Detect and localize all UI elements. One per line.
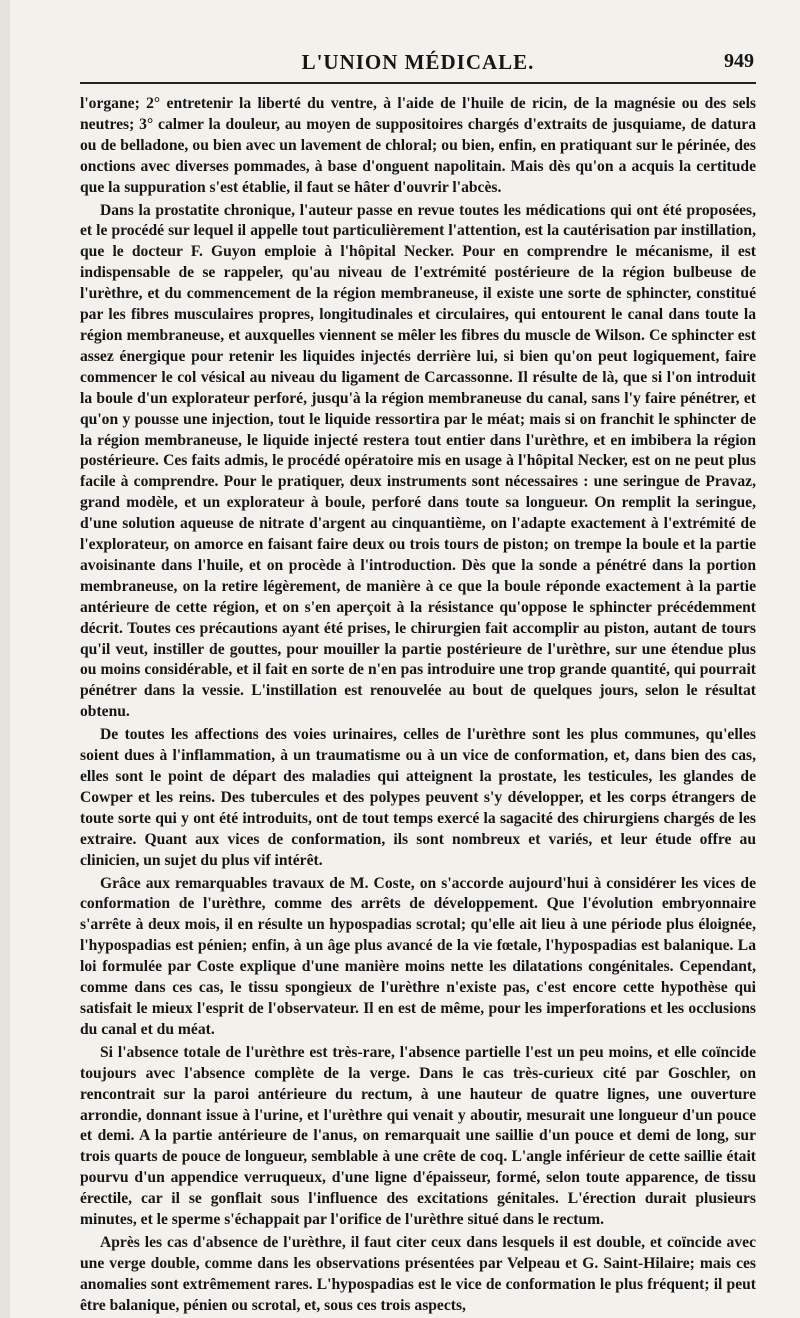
paragraph: Si l'absence totale de l'urèthre est très-rare, l'absence partielle l'est un peu moins, et elle coïncide toujours avec l'absence complète de la verge. Dans le cas très-curieux cité par Goschler, on rencontrait sur la paroi antérieure du rectum, à une hauteur de quatre lignes, une ouverture arrondie, donnant issue à l'urine, et l'urèthre qui venait y aboutir, mesurait une longueur d'un pouce et demi. A la partie antérieure de l'anus, on remarquait une saillie d'un pouce et demi de long, sur trois quarts de pouce de longueur, semblable à une crête de coq. L'angle inférieur de cette saillie était pourvu d'un appendice verruqueux, d'une ligne d'épaisseur, formé, selon toute apparence, de tissu érectile, car il se gonflait sous l'influence des excitations génitales. L'érection durait plusieurs minutes, et le sperme s'échappait par l'orifice de l'urèthre situé dans le rectum. bbox=[80, 1043, 756, 1229]
body-text bbox=[80, 94, 756, 1317]
running-title: L'UNION MÉDICALE. bbox=[301, 50, 535, 74]
paragraph: Après les cas d'absence de l'urèthre, il faut citer ceux dans lesquels il est double, et coïncide avec une verge double, comme dans les observations présentées par Velpeau et G. Saint-Hilaire; mais ces anomalies sont extrêmement rares. L'hypospadias est le vice de conformation le plus fréquent; il peut être balanique, pénien ou scrotal, et, sous ces trois aspects, bbox=[80, 1233, 756, 1314]
paragraph: Grâce aux remarquables travaux de M. Coste, on s'accorde aujourd'hui à considérer les vices de conformation de l'urèthre, comme des arrêts de développement. Que l'évolution embryonnaire s'arrête à deux mois, il en résulte un hypospadias scrotal; qu'elle ait lieu à une période plus éloignée, l'hypospadias est pénien; enfin, à un âge plus avancé de la vie fœtale, l'hypospadias est balanique. La loi formulée par Coste explique d'une manière moins nette les dilatations congénitales. Cependant, comme dans ces cas, le tissu spongieux de l'urèthre n'existe pas, c'est encore cette hypothèse qui satisfait le mieux l'esprit de l'observateur. Il en est de même, pour les imperforations et les occlusions du canal et du méat. bbox=[80, 874, 756, 1038]
paragraph: De toutes les affections des voies urinaires, celles de l'urèthre sont les plus communes, qu'elles soient dues à l'inflammation, à un traumatisme ou à un vice de conformation, et, dans bien des cas, elles sont le point de départ des maladies qui atteignent la prostate, les testicules, les glandes de Cowper et les reins. Des tubercules et des polypes peuvent s'y développer, et les corps étrangers de toute sorte qui y ont été introduits, ont de tout temps exercé la sagacité des chirurgiens chargés de les extraire. Quant aux vices de conformation, ils sont nombreux et variés, et leur étude offre au clinicien, un sujet du plus vif intérêt. bbox=[80, 726, 756, 869]
page-header bbox=[80, 44, 756, 74]
paragraph: l'organe; 2° entretenir la liberté du ventre, à l'aide de l'huile de ricin, de la magnésie ou des sels neutres; 3° calmer la douleur, au moyen de suppositoires chargés d'extraits de jusquiame, de datura ou de belladone, ou bien avec un lavement de chloral; ou bien, enfin, en pratiquant sur le périnée, des onctions avec diverses pommades, à base d'onguent napolitain. Mais dès qu'on a acquis la certitude que la suppuration s'est établie, il faut se hâter d'ouvrir l'abcès. bbox=[80, 95, 756, 196]
page-edge-shadow bbox=[0, 0, 10, 1318]
header-rule bbox=[80, 82, 756, 84]
page-number: 949 bbox=[724, 50, 754, 72]
paragraph: Dans la prostatite chronique, l'auteur passe en revue toutes les médications qui ont été proposées, et le procédé sur lequel il appelle tout particulièrement l'attention, est la cautérisation par instillation, que le docteur F. Guyon emploie à l'hôpital Necker. Pour en comprendre le mécanisme, il est indispensable de se rappeler, qu'au niveau de l'extrémité postérieure de la région bulbeuse de l'urèthre, et du commencement de la région membraneuse, il existe une sorte de sphincter, constitué par les fibres musculaires propres, longitudinales et circulaires, qui entourent le canal dans toute la région membraneuse, et auxquelles viennent se mêler les fibres du muscle de Wilson. Ce sphincter est assez énergique pour retenir les liquides injectés derrière lui, si bien qu'on peut logiquement, faire commencer le col vésical au niveau du ligament de Carcassonne. Il résulte de là, que si l'on introduit la boule d'un explorateur perforé, jusqu'à la région membraneuse du canal, sans l'y faire pénétrer, et qu'on y pousse une injection, tout le liquide ressortira par le méat; mais si on franchit le sphincter de la région membraneuse, le liquide injecté restera tout entier dans l'urèthre, et en imbibera la région postérieure. Ces faits admis, le procédé opératoire mis en usage à l'hôpital Necker, est on ne peut plus facile à comprendre. Pour le pratiquer, deux instruments sont nécessaires : une seringue de Pravaz, grand modèle, et un explorateur à boule, perforé dans toute sa longueur. On remplit la seringue, d'une solution aqueuse de nitrate d'argent au cinquantième, on l'adapte exactement à l'extrémité de l'explorateur, on amorce en faisant faire deux ou trois tours de piston; on trempe la boule et la partie avoisinante dans l'huile, et on procède à l'introduction. Dès que la sonde a pénétré dans la portion membraneuse, on la retire légèrement, de manière à ce que la boule réponde exactement à la partie antérieure de cette région, et on s'en aperçoit à la résistance qu'oppose le sphincter précédemment décrit. Toutes ces précautions ayant été prises, le chirurgien fait accomplir au piston, autant de tours qu'il veut, instiller de gouttes, pour mouiller la partie postérieure de l'urèthre, sur une étendue plus ou moins considérable, et il fait en sorte de n'en pas introduire une trop grande quantité, qui pourrait pénétrer dans la vessie. L'instillation est renouvelée au bout de quelques jours, selon le résultat obtenu. bbox=[80, 201, 756, 721]
